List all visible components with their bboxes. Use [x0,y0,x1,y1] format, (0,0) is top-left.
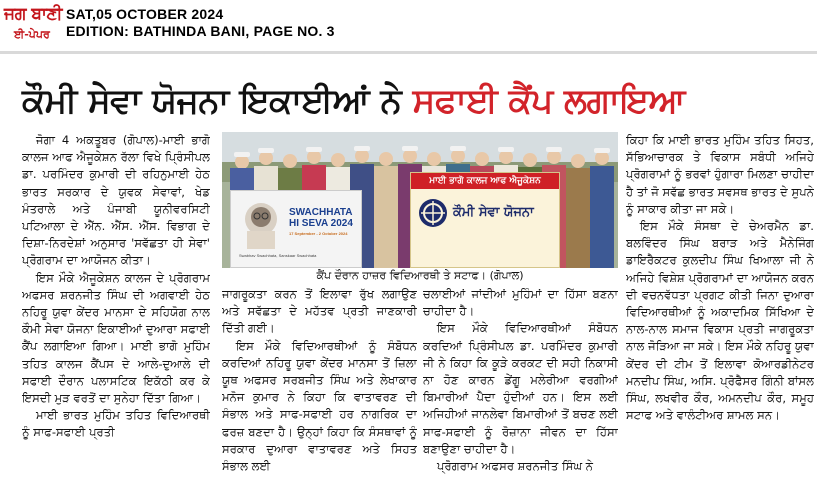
logo-title: ਜਗ ਬਾਣੀ [4,4,63,24]
nss-banner [410,172,560,268]
article-paragraph: ਚਲਾਈਆਂ ਜਾਂਦੀਆਂ ਮੁਹਿੰਮਾਂ ਦਾ ਹਿੱਸਾ ਬਣਨਾ ਚਾਹੀਦਾ ਹੈ। [423,287,618,319]
banner-title: SWACHHATA HI SEVA 2024 [289,207,353,229]
article-paragraph: ਇਸ ਮੌਕੇ ਵਿਦਿਆਰਥੀਆਂ ਸੰਬੋਧਨ ਕਰਦਿਆਂ ਪ੍ਰਿੰਸੀਪਲ ਡਾ. ਪਰਮਿੰਦਰ ਕੁਮਾਰੀ ਜੀ ਨੇ ਕਿਹਾ ਕਿ ਕੂੜੇ ਕਰਕਟ ਦੀ ਸਹੀ ਨਿਕਾਸੀ ਨਾ ਹੋਣ ਕਾਰਨ ਡੇਂਗੂ ਮਲੇਰੀਆ ਵਰਗੀਆਂ ਬਿਮਾਰੀਆਂ ਪੈਦਾ ਹੁੰਦੀਆਂ ਹਨ। ਇਸ ਲਈ ਅਜਿਹੀਆਂ ਜਾਨਲੇਵਾ ਬਿਮਾਰੀਆਂ ਤੋਂ ਬਚਣ ਲਈ ਸਾਫ-ਸਫਾਈ ਨੂੰ ਰੋਜ਼ਾਨਾ ਜੀਵਨ ਦਾ ਹਿੱਸਾ ਬਣਾਉਣਾ ਚਾਹੀਦਾ ਹੈ। [423,321,618,456]
article-photo [222,132,618,268]
newspaper-logo [4,4,62,48]
article-paragraph: ਜੋਗਾ 4 ਅਕਤੂਬਰ (ਗੋਪਾਲ)-ਮਾਈ ਭਾਗੋ ਕਾਲਜ ਆਫ ਐਜੂਕੇਸ਼ਨ ਰੱਲਾ ਵਿਖੇ ਪ੍ਰਿੰਸੀਪਲ ਡਾ. ਪਰਮਿੰਦਰ ਕੁਮਾਰੀ ਦੀ ਰਹਿਨੁਮਾਈ ਹੇਠ ਭਾਰਤ ਸਰਕਾਰ ਦੇ ਯੁਵਕ ਸੇਵਾਵਾਂ, ਖੇਡ ਮੰਤਰਾਲੇ ਅਤੇ ਪੰਜਾਬੀ ਯੂਨੀਵਰਸਿਟੀ ਪਟਿਆਲਾ ਦੇ ਐੱਨ. ਐੱਸ. ਐੱਸ. ਵਿਭਾਗ ਦੇ ਦਿਸ਼ਾ-ਨਿਰਦੇਸ਼ਾਂ ਅਨੁਸਾਰ 'ਸਵੱਛਤਾ ਹੀ ਸੇਵਾ' ਪ੍ਰੋਗਰਾਮ ਦਾ ਆਯੋਜਨ ਕੀਤਾ। [22,133,210,268]
college-name-strip: ਮਾਈ ਭਾਗੋ ਕਾਲਜ ਆਫ ਐਜੂਕੇਸ਼ਨ [411,173,559,189]
banner-slogan: Swabhav Swachhata, Sanskaar Swachhata [239,253,317,258]
edition-date: SAT,05 OCTOBER 2024 [66,6,224,22]
article-paragraph: ਜਾਗਰੂਕਤਾ ਕਰਨ ਤੋਂ ਇਲਾਵਾ ਰੁੱਖ ਲਗਾਉਣ ਅਤੇ ਸਵੱਛਤਾ ਦੇ ਮਹੱਤਵ ਪ੍ਰਤੀ ਜਾਣਕਾਰੀ ਦਿੱਤੀ ਗਈ। [222,287,417,336]
article-column-2 [222,286,417,484]
nss-emblem-icon [417,197,449,229]
article-column-1 [22,132,210,484]
article-column-3 [423,286,618,484]
nss-banner-text: ਕੌਮੀ ਸੇਵਾ ਯੋਜਨਾ [453,205,534,220]
banner-dates: 17 September - 2 October 2024 [289,231,348,236]
article-paragraph: ਕਿਹਾ ਕਿ ਮਾਈ ਭਾਰਤ ਮੁਹਿੰਮ ਤਹਿਤ ਸਿਹਤ, ਸੱਭਿਆਚਾਰਕ ਤੇ ਵਿਕਾਸ ਸਬੰਧੀ ਅਜਿਹੇ ਪ੍ਰੋਗਰਾਮਾਂ ਨੂੰ ਭਰਵਾਂ ਹੁੰਗਾਰਾ ਮਿਲਣਾ ਚਾਹੀਦਾ ਹੈ ਤਾਂ ਜੋ ਸਵੱਛ ਭਾਰਤ ਸਵਸਥ ਭਾਰਤ ਦੇ ਸੁਪਨੇ ਨੂੰ ਸਾਕਾਰ ਕੀਤਾ ਜਾ ਸਕੇ। [626,133,814,216]
article-paragraph: ਪ੍ਰੋਗਰਾਮ ਅਫਸਰ ਸ਼ਰਨਜੀਤ ਸਿੰਘ ਨੇ [437,459,594,474]
swachhata-banner [230,190,362,268]
article-paragraph: ਇਸ ਮੌਕੇ ਐਜੂਕੇਸ਼ਨ ਕਾਲਜ ਦੇ ਪ੍ਰੋਗਰਾਮ ਅਫਸਰ ਸ਼ਰਨਜੀਤ ਸਿੰਘ ਦੀ ਅਗਵਾਈ ਹੇਠ ਨਹਿਰੂ ਯੁਵਾ ਕੇਂਦਰ ਮਾਨਸਾ ਦੇ ਸਹਿਯੋਗ ਨਾਲ ਕੌਮੀ ਸੇਵਾ ਯੋਜਨਾ ਇਕਾਈਆਂ ਦੁਆਰਾ ਸਫਾਈ ਕੈਂਪ ਲਗਾਇਆ ਗਿਆ। ਮਾਈ ਭਾਗੋ ਮੁਹਿੰਮ ਤਹਿਤ ਕਾਲਜ ਕੈਂਪਸ ਦੇ ਆਲੇ-ਦੁਆਲੇ ਦੀ ਸਫਾਈ ਦੌਰਾਨ ਪਲਾਸਟਿਕ ਇਕੱਠੀ ਕਰ ਕੇ ਇਸਦੀ ਮੁੜ ਵਰਤੋਂ ਦਾ ਸੁਨੇਹਾ ਦਿੱਤਾ ਗਿਆ। [22,270,210,406]
article-column-4 [626,132,814,484]
article-paragraph: ਇਸ ਮੌਕੇ ਵਿਦਿਆਰਥੀਆਂ ਨੂੰ ਸੰਬੋਧਨ ਕਰਦਿਆਂ ਨਹਿਰੂ ਯੁਵਾ ਕੇਂਦਰ ਮਾਨਸਾ ਤੋਂ ਜ਼ਿਲਾ ਯੂਥ ਅਫਸਰ ਸਰਬਜੀਤ ਸਿੰਘ ਅਤੇ ਲੇਖਾਕਾਰ ਮਨੋਜ ਕੁਮਾਰ ਨੇ ਕਿਹਾ ਕਿ ਵਾਤਾਵਰਣ ਦੀ ਸੰਭਾਲ ਅਤੇ ਸਾਫ-ਸਫਾਈ ਹਰ ਨਾਗਰਿਕ ਦਾ ਫਰਜ਼ ਬਣਦਾ ਹੈ। ਉਨ੍ਹਾਂ ਕਿਹਾ ਕਿ ਸੰਸਥਾਵਾਂ ਨੂੰ ਸਰਕਾਰ ਦੁਆਰਾ ਵਾਤਾਵਰਣ ਅਤੇ ਸਿਹਤ ਸੰਭਾਲ ਲਈ [222,338,417,474]
edition-page: EDITION: BATHINDA BANI, PAGE NO. 3 [66,23,335,39]
headline-part-red: ਸਫਾਈ ਕੈਂਪ ਲਗਾਇਆ [412,81,685,121]
edition-info [66,6,335,40]
photo-caption: ਕੈਂਪ ਦੌਰਾਨ ਹਾਜ਼ਰ ਵਿਦਿਆਰਥੀ ਤੇ ਸਟਾਫ। (ਗੋਪਾਲ) [316,269,524,282]
article-paragraph: ਇਸ ਮੌਕੇ ਸੰਸਥਾ ਦੇ ਚੇਅਰਮੈਨ ਡਾ. ਬਲਵਿੰਦਰ ਸਿੰਘ ਬਰਾੜ ਅਤੇ ਮੈਨੇਜਿੰਗ ਡਾਇਰੈਕਟਰ ਕੁਲਦੀਪ ਸਿੰਘ ਖਿਆਲਾ ਜੀ ਨੇ ਅਜਿਹੇ ਵਿਸ਼ੇਸ਼ ਪ੍ਰੋਗਰਾਮਾਂ ਦਾ ਆਯੋਜਨ ਕਰਨ ਦੀ ਵਚਨਵੱਧਤਾ ਪ੍ਰਗਟ ਕੀਤੀ ਜਿਨਾ ਦੁਆਰਾ ਵਿਦਿਆਰਥੀਆਂ ਨੂੰ ਅਕਾਦਮਿਕ ਸਿੱਖਿਆ ਦੇ ਨਾਲ-ਨਾਲ ਸਮਾਜ ਵਿਕਾਸ ਪ੍ਰਤੀ ਜਾਗਰੂਕਤਾ ਨਾਲ ਜੋੜਿਆ ਜਾ ਸਕੇ। ਇਸ ਮੌਕੇ ਨਹਿਰੂ ਯੁਵਾ ਕੇਂਦਰ ਦੀ ਟੀਮ ਤੋਂ ਇਲਾਵਾ ਕੋਆਰਡੀਨੇਟਰ ਮਨਦੀਪ ਸਿੰਘ, ਅਸਿ. ਪ੍ਰੋਫੈਸਰ ਗਿੰਨੀ ਬਾਂਸਲ ਸਿੰਘ, ਲਖਵੀਰ ਕੌਰ, ਅਮਨਦੀਪ ਕੌਰ, ਸਮੂਹ ਸਟਾਫ ਅਤੇ ਵਾਲੰਟੀਅਰ ਸ਼ਾਮਲ ਸਨ। [626,219,814,423]
masthead-divider [0,51,817,54]
logo-subtitle: ਈ-ਪੇਪਰ [14,28,50,41]
gandhi-portrait-icon [235,197,287,253]
article-paragraph: ਮਾਈ ਭਾਰਤ ਮੁਹਿੰਮ ਤਹਿਤ ਵਿਦਿਆਰਥੀ ਨੂੰ ਸਾਫ-ਸਫਾਈ ਪ੍ਰਤੀ [22,408,210,440]
article-headline [22,76,685,126]
headline-part-black: ਕੌਮੀ ਸੇਵਾ ਯੋਜਨਾ ਇਕਾਈਆਂ ਨੇ [22,81,413,121]
